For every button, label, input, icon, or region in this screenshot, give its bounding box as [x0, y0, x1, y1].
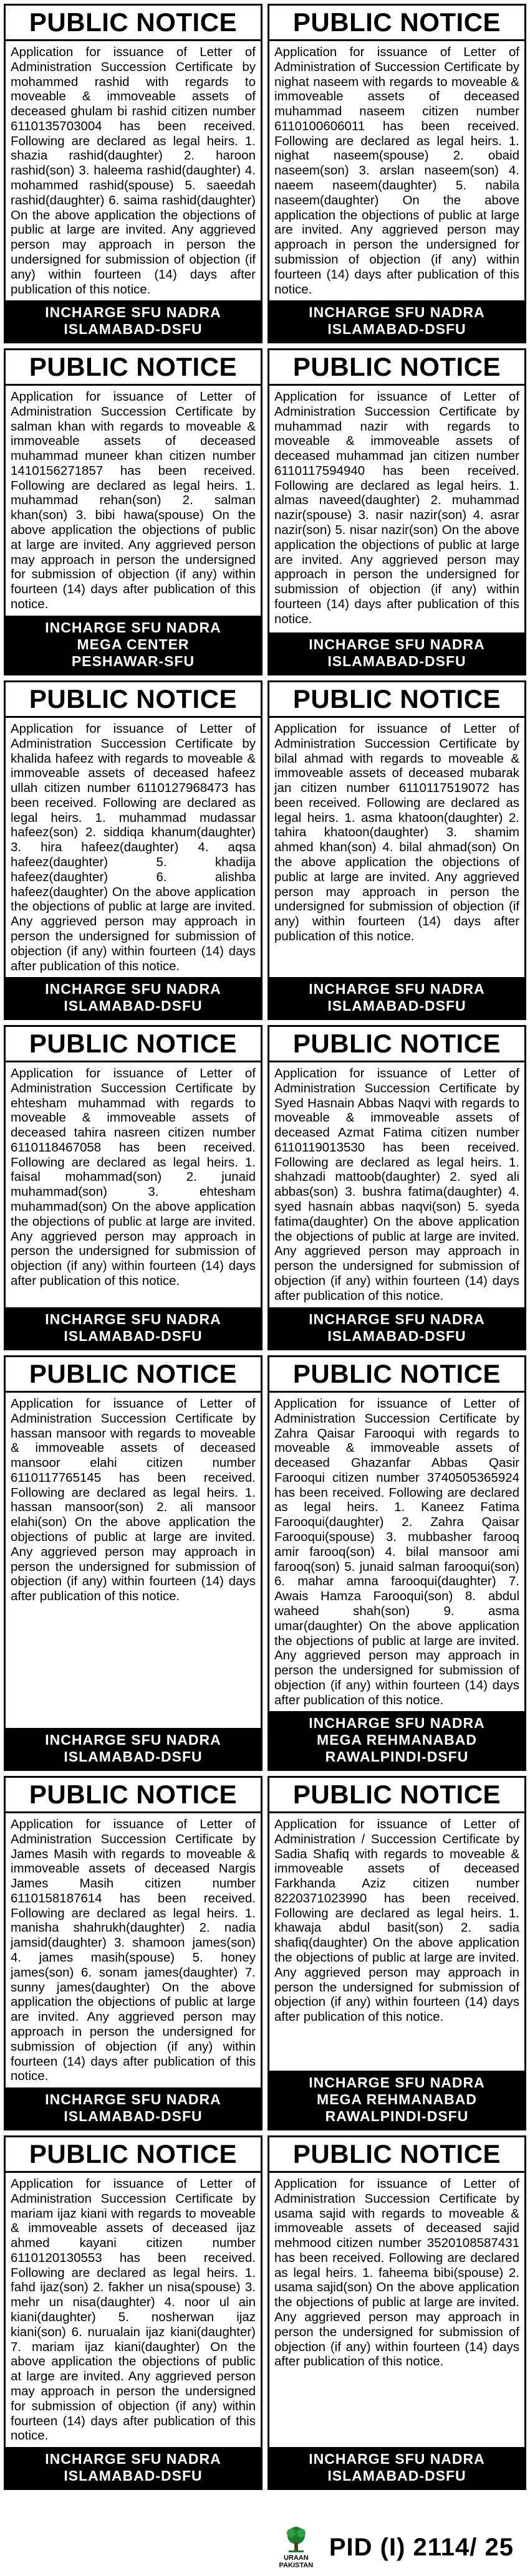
notice-footer-line: INCHARGE SFU NADRA — [45, 2091, 221, 2108]
notice-title: PUBLIC NOTICE — [6, 350, 261, 386]
notice-footer-line: INCHARGE SFU NADRA — [45, 619, 221, 636]
notice-footer — [6, 2447, 261, 2488]
notice-body: Application for issuance of Letter of Administration Succession Certificate by mohammed rashid with regards to moveable & immoveable assets of deceased ghulam bi rashid citizen number 6110135703004 has been received. Following are declared as legal heirs. 1. shazia rashid(daughter) 2. haroon rashid(son) 3. haleema rashid(daughter) 4. mohammed rashid(spouse) 5. saeedah rashid(daughter) 6. saima rashid(daughter) On the above application the objections of public at large are invited. Any aggrieved person may approach in person the undersigned for submission of objection (if any) within fourteen (14) days after publication of this notice. — [11, 45, 256, 297]
notice-footer — [269, 2447, 524, 2488]
notice-footer-line: MEGA REHMANABAD — [317, 2091, 477, 2107]
bottom-bar — [4, 2521, 526, 2574]
public-notice — [4, 1025, 263, 1350]
notice-title: PUBLIC NOTICE — [6, 6, 261, 41]
notice-title: PUBLIC NOTICE — [6, 2137, 261, 2173]
notice-body: Application for issuance of Letter of Administration Succession Certificate by hassan mansoor with regards to moveable & immoveable assets of deceased mansoor elahi citizen number 6110117765145 has been received. Following are declared as legal heirs. 1. hassan mansoor(son) 2. ali mansoor elahi(son) On the above application the objections of public at large are invited. Any aggrieved person may approach in person the undersigned for submission of objection (if any) within fourteen (14) days after publication of this notice. — [11, 1396, 256, 1604]
notice-footer — [6, 2087, 261, 2129]
public-notice — [4, 4, 263, 343]
notice-title: PUBLIC NOTICE — [269, 350, 524, 386]
notice-footer-line: INCHARGE SFU NADRA — [309, 981, 485, 997]
notice-footer-line: INCHARGE SFU NADRA — [309, 2074, 485, 2091]
notice-title: PUBLIC NOTICE — [269, 1778, 524, 1813]
notice-footer-line: MEGA REHMANABAD — [317, 1732, 477, 1748]
notice-body: Application for issuance of Letter of Administration Succession Certificate by muhammad nazir with regards to moveable & immoveable assets of deceased muhammad jan citizen number 6110117594940 has been received. Following are declared as legal heirs. 1. almas naveed(daughter) 2. muhammad nazir(spouse) 3. nasir nazir(son) 4. asrar nazir(son) 5. nisar nazir(son) On the above application the objections of public at large are invited. Any aggrieved person may approach in person the undersigned for submission of objection (if any) within fourteen (14) days after publication of this notice. — [274, 389, 519, 626]
notice-body: Application for issuance of Letter of Administration Succession Certificate by khalida hafeez with regards to moveable & immoveable assets of deceased hafeez ullah citizen number 6110127968473 has been received. Following are declared as legal heirs. 1. muhammad mudassar hafeez(son) 2. siddiqa khanum(daughter) 3. hira hafeez(daughter) 4. aqsa hafeez(daughter) 5. khadija hafeez(daughter) 6. alishba hafeez(daughter) On the above application the objections of public at large are invited. Any aggrieved person may approach in person the undersigned for submission of objection (if any) within fourteen (14) days after publication of this notice. — [11, 722, 256, 973]
public-notice — [4, 1776, 263, 2130]
logo-line2: PAKISTAN — [279, 2562, 314, 2569]
notice-body: Application for issuance of Letter of Administration / Succession Certificate by Sadia Shafiq with regards to moveable & immoveable assets of deceased Farkhanda Aziz citizen number 8220371023990 has been received. Following are declared as legal heirs. 1. khawaja abdul basit(son) 2. sadia shafiq(daughter) On the above application the objections of public at large are invited. Any aggrieved person may approach in person the undersigned for submission of objection (if any) within fourteen (14) days after publication of this notice. — [274, 1817, 519, 2025]
notice-footer-line: ISLAMABAD-DSFU — [64, 321, 203, 338]
notice-footer-line: RAWALPINDI-DSFU — [325, 2108, 469, 2124]
notice-footer-line: INCHARGE SFU NADRA — [45, 304, 221, 321]
notice-footer-line: ISLAMABAD-DSFU — [327, 2468, 466, 2484]
notice-footer-line: ISLAMABAD-DSFU — [64, 1748, 203, 1765]
public-notice — [267, 680, 526, 1020]
notice-footer-line: PESHAWAR-SFU — [71, 653, 195, 669]
notice-footer — [269, 632, 524, 674]
notice-footer — [6, 616, 261, 674]
public-notice — [4, 1355, 263, 1771]
notice-body: Application for issuance of Letter of Administration Succession Certificate by salman khan with regards to moveable & immoveable assets of deceased muhammad muneer khan citizen number 1410156271857 has been received. Following are declared as legal heirs. 1. muhammad rehan(son) 2. salman khan(son) 3. bibi hawa(spouse) On the above application the objections of public at large are invited. Any aggrieved person may approach in person the undersigned for submission of objection (if any) within fourteen (14) days after publication of this notice. — [11, 389, 256, 611]
public-notice — [4, 2135, 263, 2490]
notices-grid — [4, 4, 526, 2495]
pakistan-tree-logo-icon — [282, 2526, 310, 2554]
notice-footer-line: INCHARGE SFU NADRA — [309, 1311, 485, 1327]
notice-title: PUBLIC NOTICE — [269, 1027, 524, 1062]
notice-footer-line: ISLAMABAD-DSFU — [327, 1328, 466, 1344]
notice-body: Application for issuance of Letter of Administration Succession Certificate by James Masih with regards to moveable & immoveable assets of deceased Nargis James Masih citizen number 6110158187614 has been received. Following are declared as legal heirs. 1. manisha shahrukh(daughter) 2. nadia jamsid(daughter) 3. shamoon james(son) 4. james masih(spouse) 5. honey james(son) 6. sonam james(daughter) 7. sunny james(daughter) On the above application the objections of public at large are invited. Any aggrieved person may approach in person the undersigned for submission of objection (if any) within fourteen (14) days after publication of this notice. — [11, 1817, 256, 2084]
notice-footer-line: INCHARGE SFU NADRA — [45, 981, 221, 998]
notice-footer-line: INCHARGE SFU NADRA — [45, 1311, 221, 1327]
public-notice — [267, 4, 526, 343]
notice-body: Application for issuance of Letter of Administration Succession Certificate by usama sajid with regards to moveable & immoveable assets of deceased sajid mehmood citizen number 3520108587431 has been received. Following are declared as legal heirs. 1. faheema bibi(spouse) 2. usama sajid(son) On the above application the objections of public at large are invited. Any aggrieved person may approach in person the undersigned for submission of objection (if any) within fourteen (14) days after publication of this notice. — [274, 2177, 519, 2369]
notice-title: PUBLIC NOTICE — [269, 2137, 524, 2173]
notice-footer-line: INCHARGE SFU NADRA — [309, 2451, 485, 2467]
notice-title: PUBLIC NOTICE — [269, 682, 524, 718]
notice-footer-line: ISLAMABAD-DSFU — [64, 998, 203, 1014]
notice-footer-line: ISLAMABAD-DSFU — [64, 2108, 203, 2125]
notice-body: Application for issuance of Letter of Administration Succession Certificate by ehtesham muhammad with regards to moveable & immoveable assets of deceased tahira nasreen citizen number 6110118467058 has been received. Following are declared as legal heirs. 1. faisal mohammad(son) 2. junaid muhammad(son) 3. ehtesham muhammad(son) On the above application the objections of public at large are invited. Any aggrieved person may approach in person the undersigned for submission of objection (if any) within fourteen (14) days after publication of this notice. — [11, 1066, 256, 1288]
notice-footer-line: RAWALPINDI-DSFU — [325, 1748, 469, 1765]
public-notice — [267, 1355, 526, 1771]
notice-footer — [6, 1307, 261, 1348]
notice-footer-line: ISLAMABAD-DSFU — [64, 1328, 203, 1344]
notice-footer-line: INCHARGE SFU NADRA — [309, 304, 485, 321]
notice-title: PUBLIC NOTICE — [6, 1027, 261, 1062]
public-notice — [267, 1025, 526, 1350]
notice-footer — [269, 300, 524, 341]
public-notice — [267, 348, 526, 675]
logo-line1: URAAN — [283, 2554, 309, 2562]
notice-footer-line: INCHARGE SFU NADRA — [45, 2451, 221, 2468]
public-notice — [267, 2135, 526, 2490]
notice-body: Application for issuance of Letter of Administration Succession Certificate by bilal ahmad with regards to moveable & immoveable assets of deceased mubarak jan citizen number 6110117519072 has been received. Following are declared as legal heirs. 1. asma khatoon(daughter) 2. tahira khatoon(daughter) 3. shamim ahmed khan(son) 4. bilal ahmad(son) On the above application the objections of public at large are invited. Any aggrieved person may approach in person the undersigned for submission of objection (if any) within fourteen (14) days after publication of this notice. — [274, 722, 519, 943]
notice-title: PUBLIC NOTICE — [269, 1357, 524, 1393]
notice-footer — [6, 300, 261, 341]
notice-title: PUBLIC NOTICE — [6, 1778, 261, 1813]
notice-footer-line: ISLAMABAD-DSFU — [64, 2468, 203, 2484]
notice-body: Application for issuance of Letter of Administration Succession Certificate by Zahra Qaisar Farooqui with regards to moveable & immoveable assets of deceased Ghazanfar Abbas Qasir Farooqui citizen number 3740505365924 has been received. Following are declared as legal heirs. 1. Kaneez Fatima Farooqui(daughter) 2. Zahra Qaisar Farooqui(spouse) 3. mubbasher farooq amir farooq(son) 4. bilal mansoor ami farooq(son) 5. junaid salman farooqui(son) 6. mahar amna farooqui(daughter) 7. Awais Hamza Farooqui(son) 8. abdul waheed shah(son) 9. asma umar(daughter) On the above application the objections of public at large are invited. Any aggrieved person may approach in person the undersigned for submission of objection (if any) within fourteen (14) days after publication of this notice. — [274, 1396, 519, 1707]
uraan-pakistan-logo — [274, 2524, 318, 2571]
notice-footer — [269, 1711, 524, 1769]
notice-title: PUBLIC NOTICE — [6, 1357, 261, 1393]
notice-footer-line: ISLAMABAD-DSFU — [327, 653, 466, 669]
notice-footer-line: MEGA CENTER — [77, 636, 190, 652]
notice-footer-line: INCHARGE SFU NADRA — [309, 1715, 485, 1732]
notice-footer-line: INCHARGE SFU NADRA — [45, 1732, 221, 1748]
notice-footer — [269, 977, 524, 1018]
notice-footer-line: ISLAMABAD-DSFU — [327, 998, 466, 1014]
notice-footer — [6, 977, 261, 1018]
notice-footer — [269, 2071, 524, 2129]
notice-title: PUBLIC NOTICE — [269, 6, 524, 41]
notice-body: Application for issuance of Letter of Administration Succession Certificate by mariam ijaz kiani with regards to moveable & immoveable assets of deceased ijaz ahmed kayani citizen number 6110120130553 has been received. Following are declared as legal heirs. 1. fahd ijaz(son) 2. fakher un nisa(spouse) 3. mehr un nisa(daughter) 4. noor ul ain kiani(daughter) 5. nosherwan ijaz kiani(son) 6. nurualain ijaz kiani(daughter) 7. mariam ijaz kiani(daughter) On the above application the objections of public at large are invited. Any aggrieved person may approach in person the undersigned for submission of objection (if any) within fourteen (14) days after publication of this notice. — [11, 2177, 256, 2443]
public-notice — [4, 680, 263, 1020]
notice-title: PUBLIC NOTICE — [6, 682, 261, 718]
notice-footer — [269, 1307, 524, 1348]
notice-footer — [6, 1728, 261, 1769]
notice-footer-line: ISLAMABAD-DSFU — [327, 321, 466, 338]
public-notice — [4, 348, 263, 675]
notice-body: Application for issuance of Letter of Administration Succession Certificate by Syed Hasnain Abbas Naqvi with regards to moveable & immoveable assets of deceased Azmat Fatima citizen number 6110119013530 has been received. Following are declared as legal heirs. 1. shahzadi mattoob(daughter) 2. syed ali abbas(son) 3. bushra fatima(daughter) 4. syed hasnain abbas naqvi(son) 5. syeda fatima(daughter) On the above application the objections of public at large are invited. Any aggrieved person may approach in person the undersigned for submission of objection (if any) within fourteen (14) days after publication of this notice. — [274, 1066, 519, 1303]
pid-number: PID (I) 2114/ 25 — [329, 2533, 514, 2561]
notice-footer-line: INCHARGE SFU NADRA — [309, 636, 485, 652]
public-notice — [267, 1776, 526, 2130]
notice-body: Application for issuance of Letter of Administration of Succession Certificate by nighat naseem with regards to moveable & immoveable assets of deceased muhammad naseem citizen number 6110100606011 has been received. Following are declared as legal heirs. 1. nighat naseem(spouse) 2. obaid naseem(son) 3. arslan naseem(son) 4. naeem naseem(daughter) 5. nabila naseem(daughter) On the above application the objections of public at large are invited. Any aggrieved person may approach in person the undersigned for submission of objection (if any) within fourteen (14) days after publication of this notice. — [274, 45, 519, 297]
